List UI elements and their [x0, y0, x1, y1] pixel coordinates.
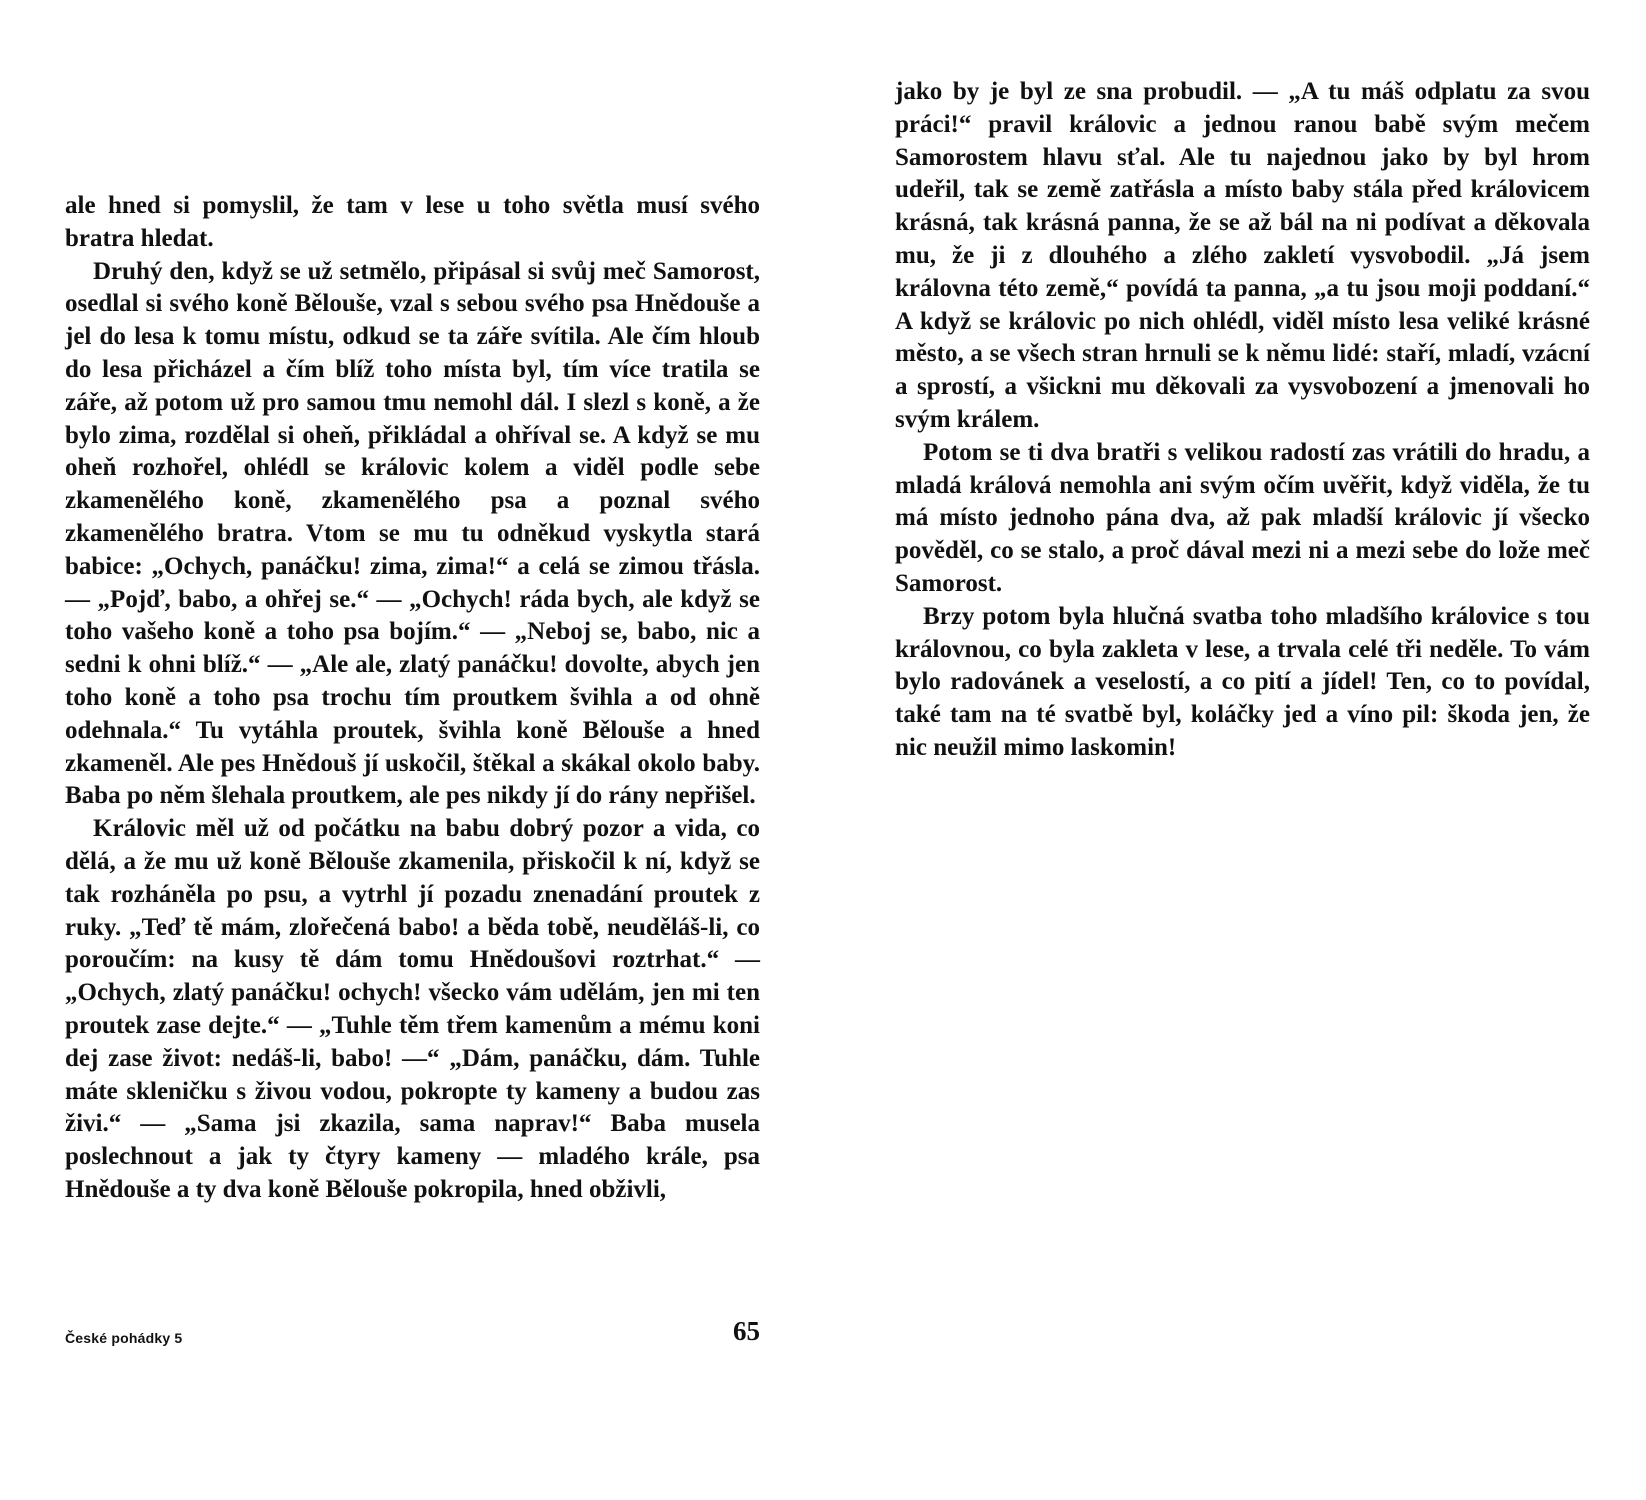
right-page — [823, 0, 1646, 1500]
paragraph: Druhý den, když se už setmělo, připásal si svůj meč Samorost, osedlal si svého koně Bělouše, vzal s sebou svého psa Hnědouše a jel do lesa k tomu místu, odkud se ta záře svítila. Ale čím hloub do lesa přicházel a čím blíž toho místa byl, tím více tratila se záře, až potom už pro samou tmu nemohl dál. I slezl s koně, a že bylo zima, rozdělal si oheň, přikládal a ohříval se. A když se mu oheň rozhořel, ohlédl se královic kolem a viděl podle sebe zkamenělého koně, zkamenělého psa a poznal svého zkamenělého bratra. Vtom se mu tu odněkud vyskytla stará babice: „Ochych, panáčku! zima, zima!“ a celá se zimou třásla. — „Pojď, babo, a ohřej se.“ — „Ochych! ráda bych, ale když se toho vašeho koně a toho psa bojím.“ — „Neboj se, babo, nic a sedni k ohni blíž.“ — „Ale ale, zlatý panáčku! dovolte, abych jen toho koně a toho psa trochu tím proutkem švihla a od ohně odehnala.“ Tu vytáhla proutek, švihla koně Bělouše a hned zkameněl. Ale pes Hnědouš jí uskočil, štěkal a skákal okolo baby. Baba po něm šlehala proutkem, ale pes nikdy jí do rány nepřišel. — [65, 257, 760, 810]
paragraph: jako by je byl ze sna probudil. — „A tu máš odplatu za svou práci!“ pravil královic a jednou ranou babě svým mečem Samorostem hlavu sťal. Ale tu najednou jako by byl hrom udeřil, tak se země zatřásla a místo baby stála před královicem krásná, tak krásná panna, že se až bál na ni podívat a děkovala mu, že ji z dlouhého a zlého zakletí vysvobodil. „Já jsem královna této země,“ povídá ta panna, „a tu jsou moji poddaní.“ A když se královic po nich ohlédl, viděl místo lesa veliké krásné město, a se všech stran hrnuli se k němu lidé: staří, mladí, vzácní a sprostí, a všickni mu děkovali za vysvobození a jmenovali ho svým králem. — [895, 78, 1590, 433]
page-footer — [65, 1316, 760, 1356]
right-text-column — [895, 76, 1590, 765]
page-number: 65 — [733, 1316, 760, 1346]
paragraph: Brzy potom byla hlučná svatba toho mladšího královice s tou královnou, co byla zakleta v lese, a trvala celé tři neděle. To vám bylo radovánek a veselostí, a co pití a jídel! Ten, co to povídal, také tam na té svatbě byl, koláčky jed a víno pil: škoda jen, že nic neužil mimo laskomin! — [895, 602, 1590, 761]
paragraph: Potom se ti dva bratři s velikou radostí zas vrátili do hradu, a mladá králová nemohla ani svým očím uvěřit, když viděla, že tu má místo jednoho pána dva, až pak mladší královic jí všecko pověděl, co se stalo, a proč dával mezi ni a mezi sebe do lože meč Samorost. — [895, 438, 1590, 597]
printer-signature: České pohádky 5 — [65, 1330, 183, 1346]
paragraph: ale hned si pomyslil, že tam v lese u toho světla musí svého bratra hledat. — [65, 192, 760, 252]
paragraph: Královic měl už od počátku na babu dobrý pozor a vida, co dělá, a že mu už koně Bělouše zkamenila, přiskočil k ní, když se tak rozháněla po psu, a vytrhl jí pozadu znenadání proutek z ruky. „Teď tě mám, zlořečená babo! a běda tobě, neuděláš-li, co poroučím: na kusy tě dám tomu Hnědoušovi roztrhat.“ — „Ochych, zlatý panáčku! ochych! všecko vám udělám, jen mi ten proutek zase dejte.“ — „Tuhle těm třem kamenům a mému koni dej zase život: nedáš-li, babo! —“ „Dám, panáčku, dám. Tuhle máte skleničku s živou vodou, pokropte ty kameny a budou zas živi.“ — „Sama jsi zkazila, sama naprav!“ Baba musela poslechnout a jak ty čtyry kameny — mladého krále, psa Hnědouše a ty dva koně Bělouše pokropila, hned obživli, — [65, 815, 760, 1203]
left-text-column — [65, 190, 760, 1207]
